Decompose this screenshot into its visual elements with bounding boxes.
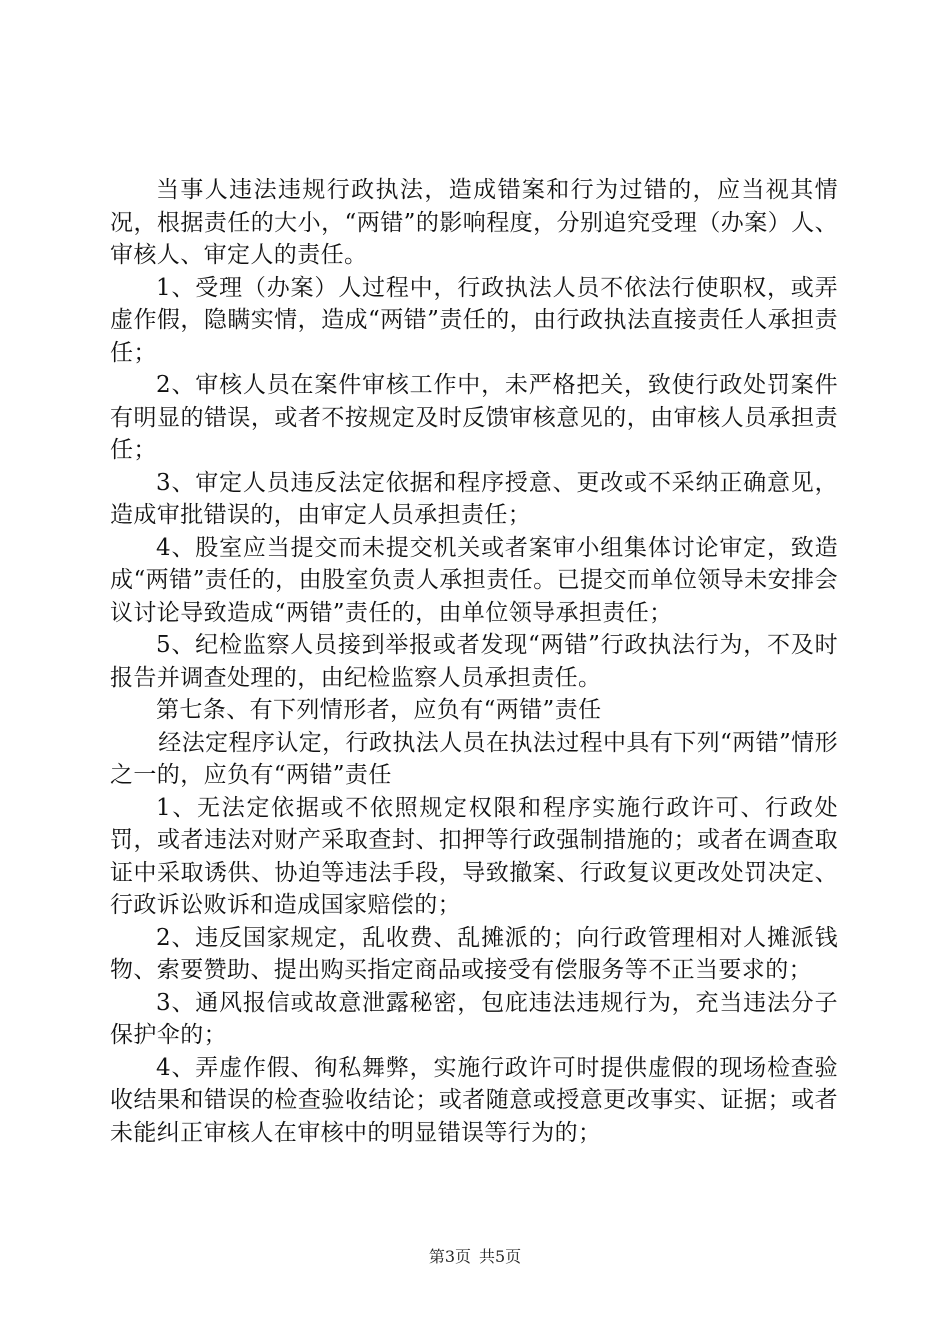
paragraph-case-1: 1、无法定依据或不依照规定权限和程序实施行政许可、行政处罚，或者违法对财产采取查封、扣押等行政强制措施的；或者在调查取证中采取诱供、协迫等违法手段，导致撤案、行政复议更改处罚决定、行政诉讼败诉和造成国家赔偿的； bbox=[110, 794, 838, 918]
paragraph-item-3-approver: 3、审定人员违反法定依据和程序授意、更改或不采纳正确意见，造成审批错误的，由审定人员承担责任； bbox=[110, 469, 838, 528]
page-number-total: 共5页 bbox=[479, 1247, 522, 1266]
page-number-current: 第3页 bbox=[428, 1247, 471, 1266]
article-seven-heading: 第七条、有下列情形者，应负有“两错”责任 bbox=[156, 697, 602, 723]
paragraph-article-seven-intro: 经法定程序认定，行政执法人员在执法过程中具有下列“两错”情形之一的，应负有“两错”责任 bbox=[110, 729, 838, 788]
paragraph-item-1-case-handler: 1、受理（办案）人过程中，行政执法人员不依法行使职权，或弄虚作假，隐瞒实情，造成“两错”责任的，由行政执法直接责任人承担责任； bbox=[110, 274, 838, 366]
paragraph-case-2: 2、违反国家规定，乱收费、乱摊派的；向行政管理相对人摊派钱物、索要赞助、提出购买指定商品或接受有偿服务等不正当要求的； bbox=[110, 924, 838, 983]
paragraph-case-3: 3、通风报信或故意泄露秘密，包庇违法违规行为，充当违法分子保护伞的； bbox=[110, 989, 838, 1048]
document-body bbox=[110, 174, 838, 1149]
paragraph-case-4: 4、弄虚作假、徇私舞弊，实施行政许可时提供虚假的现场检查验收结果和错误的检查验收结论；或者随意或授意更改事实、证据；或者未能纠正审核人在审核中的明显错误等行为的； bbox=[110, 1054, 838, 1146]
page-footer bbox=[0, 1244, 950, 1267]
paragraph-item-4-section-office: 4、股室应当提交而未提交机关或者案审小组集体讨论审定，致造成“两错”责任的，由股室负责人承担责任。已提交而单位领导未安排会议讨论导致造成“两错”责任的，由单位领导承担责任； bbox=[110, 534, 838, 626]
paragraph-responsibility-intro: 当事人违法违规行政执法，造成错案和行为过错的，应当视其情况，根据责任的大小，“两错”的影响程度，分别追究受理（办案）人、审核人、审定人的责任。 bbox=[110, 177, 838, 268]
paragraph-item-2-reviewer: 2、审核人员在案件审核工作中，未严格把关，致使行政处罚案件有明显的错误，或者不按规定及时反馈审核意见的，由审核人员承担责任； bbox=[110, 372, 838, 463]
paragraph-item-5-discipline: 5、纪检监察人员接到举报或者发现“两错”行政执法行为，不及时报告并调查处理的，由纪检监察人员承担责任。 bbox=[110, 632, 838, 691]
